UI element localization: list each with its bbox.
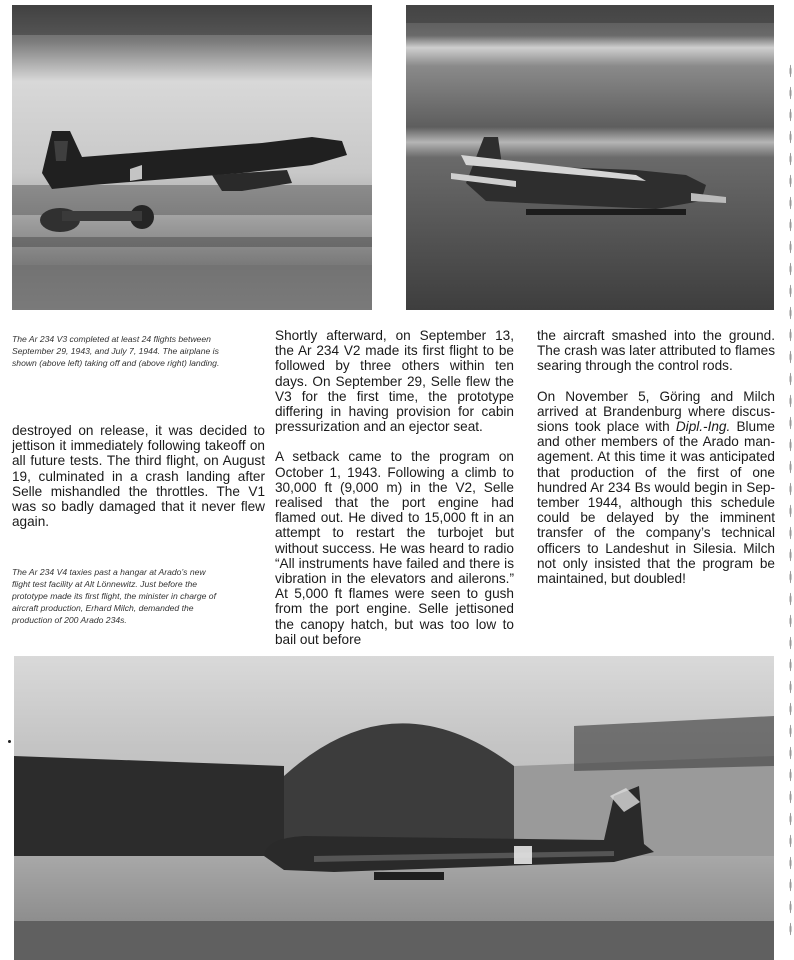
paragraph: Shortly afterward, on September 13, the Ar 234 V2 made its first flight to be followed by three others within ten days. On September 29, Selle flew the V3 for the first time, the prototype differing in having provision for cabin pressurization and an ejector seat. — [275, 328, 514, 435]
caption-line: aircraft production, Erhard Milch, demanded the — [12, 603, 194, 613]
photo-ar234-v4-hangar — [14, 656, 774, 960]
photo-ar234-v3-takeoff — [12, 5, 372, 310]
paragraph: destroyed on release, it was decided to jettison it immediately following takeoff on all future tests. The third flight, on August 19, culminated in a crash landing after Selle mishandled the throttles. The V1 was so badly damaged that it never flew again. — [12, 423, 265, 530]
caption-ar234-v4 — [12, 566, 240, 626]
caption-ar234-v3 — [12, 333, 262, 369]
caption-line: flight test facility at Alt Lönnewitz. Just before the — [12, 579, 198, 589]
caption-line: prototype made its first flight, the minister in charge of — [12, 591, 216, 601]
text-column-2 — [275, 328, 514, 647]
caption-line: production of 200 Arado 234s. — [12, 615, 127, 625]
page-edge-marks — [789, 60, 792, 940]
page-mark — [8, 740, 11, 743]
caption-line: The Ar 234 V4 taxies past a hangar at Arado’s new — [12, 567, 206, 577]
photo-ar234-v3-landing — [406, 5, 774, 310]
text-run-italic: Dipl.-Ing. — [675, 419, 731, 435]
text-run: Blume and other members of the Arado management. At this time it was anticipated that production of the first of one hundred Ar 234 Bs would begin in September 1944, although this schedule could be delayed by the imminent transfer of the company’s technical officers to Landeshut in Silesia. Milch not only insisted that the program be maintained, but doubled! — [537, 419, 775, 587]
paragraph: the aircraft smashed into the ground. The crash was later attributed to flames searing through the control rods. — [537, 328, 775, 374]
caption-line: shown (above left) taking off and (above right) landing. — [12, 358, 220, 368]
paragraph: A setback came to the program on October 1, 1943. Following a climb to 30,000 ft (9,000 m) in the V2, Selle realised that the port engine had flamed out. He dived to 15,000 ft in an attempt to restart the turbojet but without success. He was heard to radio “All instruments have failed and there is vibration in the elevators and ailerons.” At 5,000 ft flames were seen to gush from the port engine. Selle jettisoned the canopy hatch, but was too low to bail out before — [275, 449, 514, 647]
caption-line: The Ar 234 V3 completed at least 24 flights between — [12, 334, 211, 344]
text-run: On November 5, Göring and Milch arrived at Brandenburg where discussions took place with — [537, 388, 775, 435]
text-column-3 — [537, 328, 775, 586]
caption-line: September 29, 1943, and July 7, 1944. The airplane is — [12, 346, 219, 356]
paragraph — [537, 389, 775, 587]
text-column-1 — [12, 423, 265, 529]
